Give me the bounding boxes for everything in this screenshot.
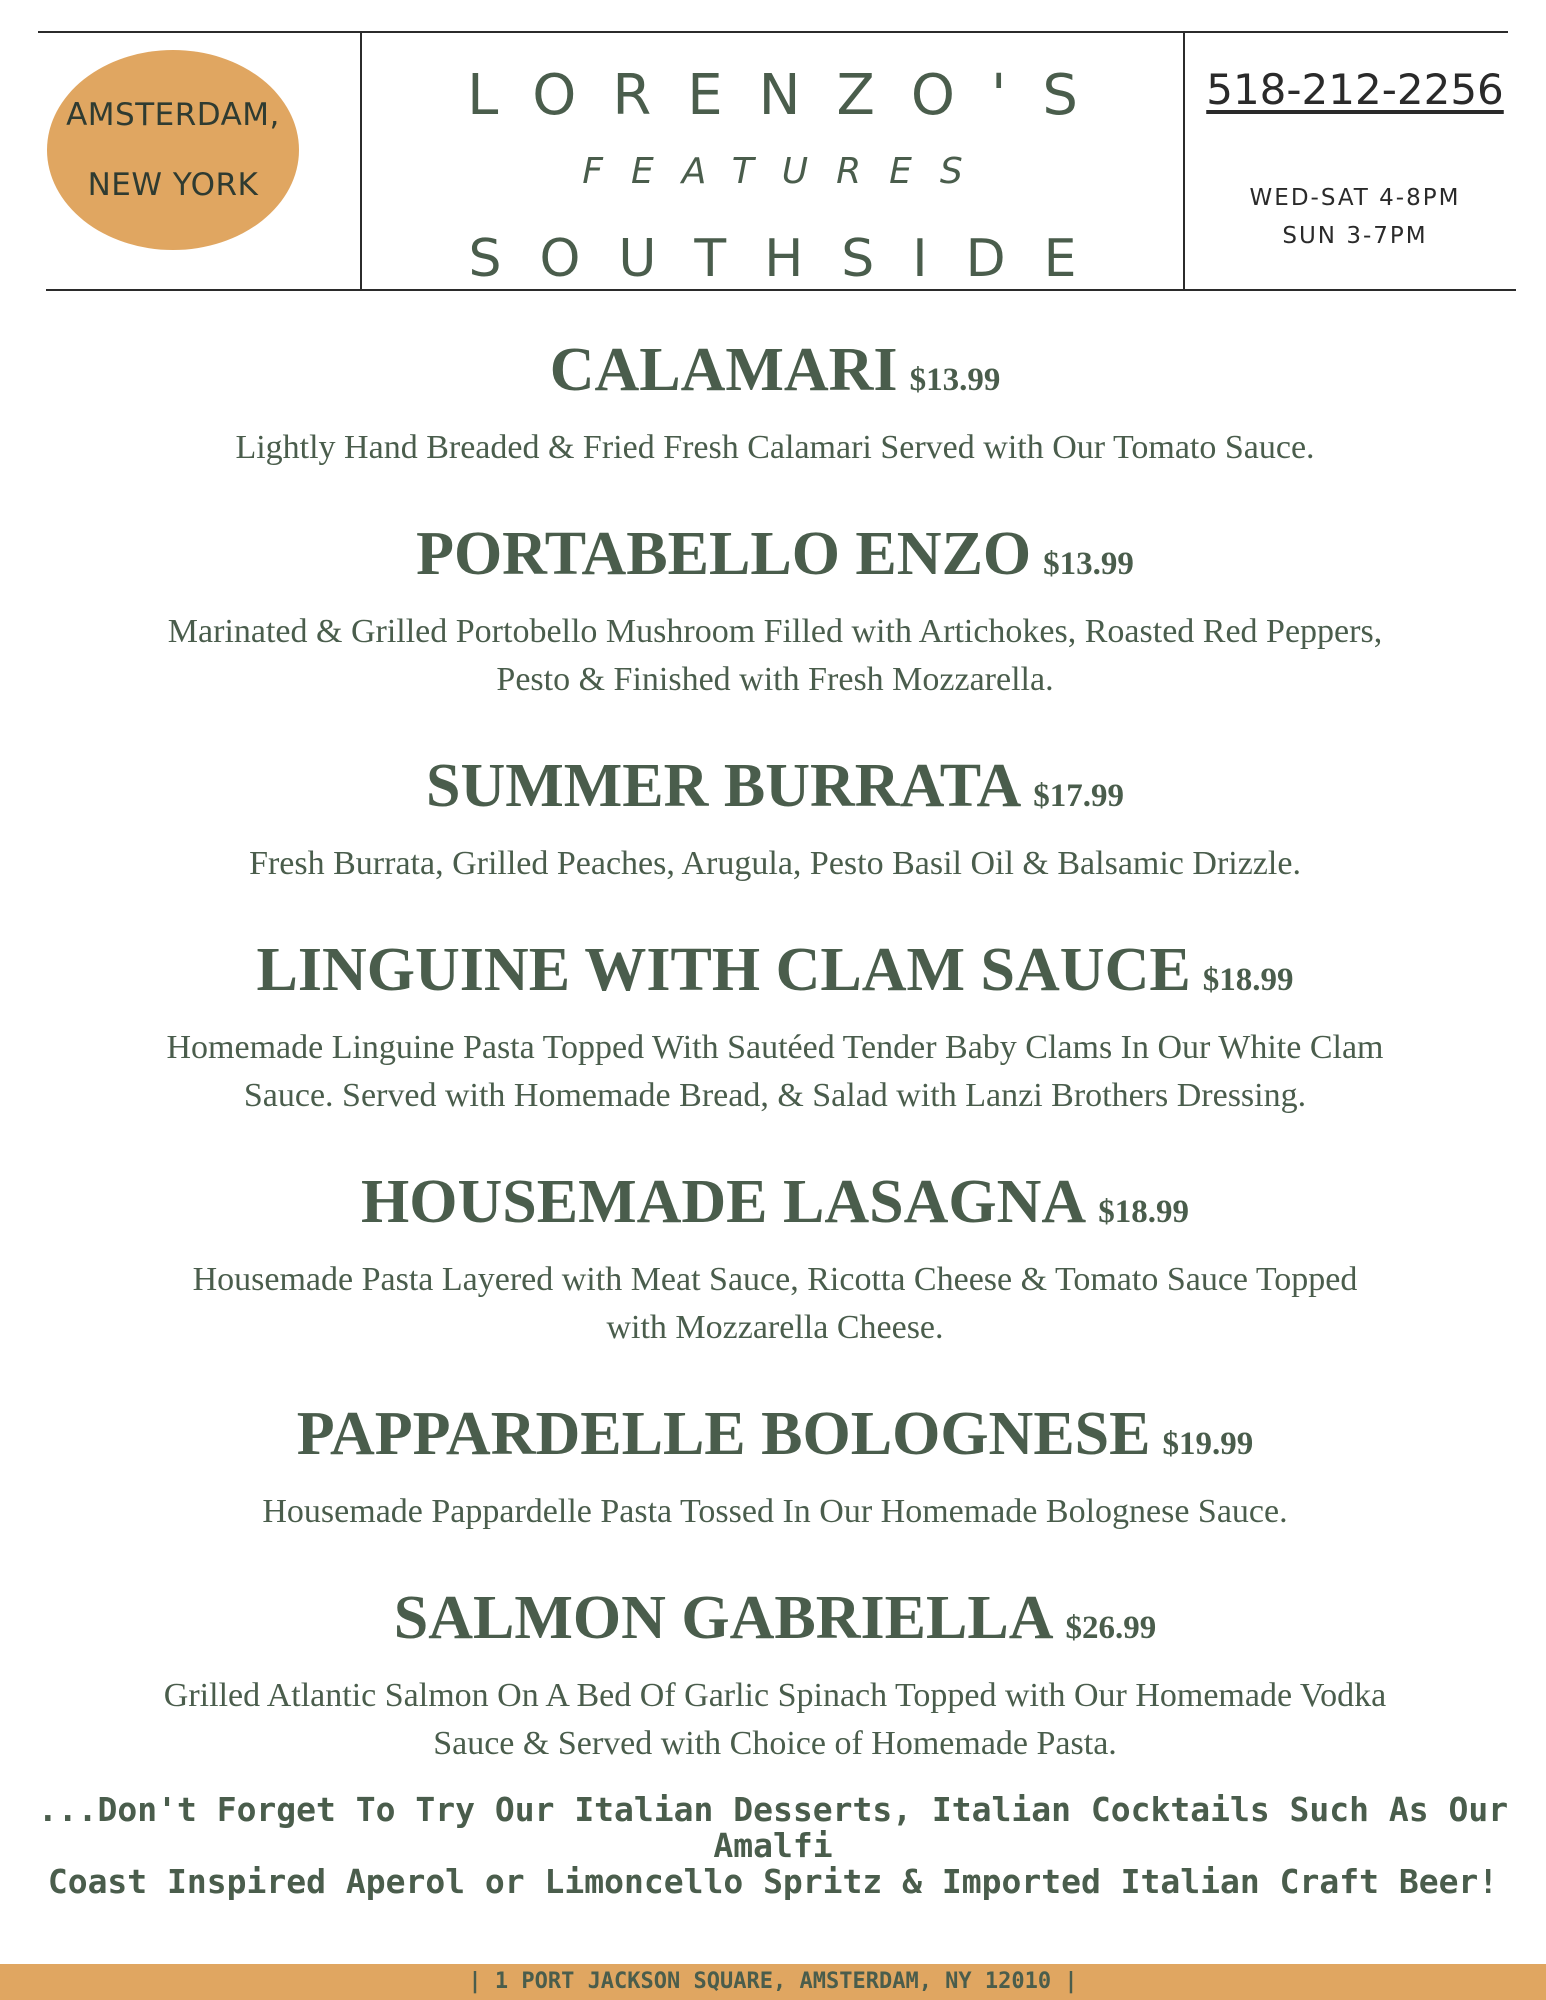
location-badge <box>47 50 299 250</box>
menu-item-name: PAPPARDELLE BOLOGNESE <box>296 1400 1151 1468</box>
promo-line-2: Coast Inspired Aperol or Limoncello Spritz & Imported Italian Craft Beer! <box>47 1862 1499 1901</box>
hours-weekday: WED-SAT 4-8PM <box>1249 185 1461 211</box>
menu-item <box>80 332 1470 472</box>
location-city: AMSTERDAM, <box>66 97 280 133</box>
menu-item-description: Lightly Hand Breaded & Fried Fresh Calamari Served with Our Tomato Sauce. <box>235 429 1315 466</box>
menu-item-name: HOUSEMADE LASAGNA <box>361 1168 1087 1236</box>
hours-sunday: SUN 3-7PM <box>1282 223 1428 249</box>
menu-item-name: CALAMARI <box>549 336 898 404</box>
menu-item-name: SALMON GABRIELLA <box>393 1584 1054 1652</box>
menu-item-title <box>80 748 1470 834</box>
menu-item <box>80 1396 1470 1536</box>
phone-link[interactable]: 518-212-2256 <box>1206 65 1504 114</box>
header-bottom-rule <box>46 289 1516 291</box>
menu-item-price: $19.99 <box>1162 1426 1254 1462</box>
footer-bar <box>0 1964 1546 2000</box>
menu-item-price: $26.99 <box>1065 1610 1157 1646</box>
menu-item-name: LINGUINE WITH CLAM SAUCE <box>256 936 1191 1004</box>
menu-item-description: Homemade Linguine Pasta Topped With Sautéed Tender Baby Clams In Our White Clam Sauce. Served with Homemade Bread, & Salad with Lanzi Brothers Dressing. <box>166 1029 1384 1114</box>
menu-item-title <box>80 516 1470 602</box>
menu-item-description: Housemade Pasta Layered with Meat Sauce, Ricotta Cheese & Tomato Sauce Topped with Mozzarella Cheese. <box>192 1261 1358 1346</box>
menu-item <box>80 932 1470 1120</box>
menu-item-title <box>80 1164 1470 1250</box>
contact-block <box>1185 33 1525 289</box>
promo-note <box>30 1792 1516 1900</box>
menu-item-price: $13.99 <box>909 362 1001 398</box>
menu-item <box>80 516 1470 704</box>
menu-item-title <box>80 332 1470 418</box>
menu-item-price: $18.99 <box>1098 1194 1189 1230</box>
menu-item-price: $17.99 <box>1033 778 1125 814</box>
menu-item-description: Grilled Atlantic Salmon On A Bed Of Garlic Spinach Topped with Our Homemade Vodka Sauce & Served with Choice of Homemade Pasta. <box>163 1677 1387 1762</box>
menu-item-title <box>80 1396 1470 1482</box>
menu-item <box>80 748 1470 888</box>
menu-item-title <box>80 1580 1470 1666</box>
menu-item-price: $18.99 <box>1202 962 1294 998</box>
menu-item-description: Housemade Pappardelle Pasta Tossed In Our Homemade Bolognese Sauce. <box>262 1493 1288 1530</box>
footer-address: | 1 PORT JACKSON SQUARE, AMSTERDAM, NY 12010 | <box>468 1969 1078 1994</box>
brand-name: LORENZO'S <box>467 63 1114 128</box>
menu-item-title <box>80 932 1470 1018</box>
menu-item-name: PORTABELLO ENZO <box>416 520 1032 588</box>
brand-block <box>362 33 1183 289</box>
brand-location: SOUTHSIDE <box>468 229 1115 289</box>
brand-features: FEATURES <box>582 151 991 192</box>
menu-item-name: SUMMER BURRATA <box>425 752 1022 820</box>
location-state: NEW YORK <box>87 167 259 203</box>
menu-list <box>80 332 1470 1812</box>
menu-header <box>0 0 1546 292</box>
promo-line-1: ...Don't Forget To Try Our Italian Desserts, Italian Cocktails Such As Our Amalfi <box>37 1790 1509 1865</box>
menu-item-description: Marinated & Grilled Portobello Mushroom Filled with Artichokes, Roasted Red Peppers, Pesto & Finished with Fresh Mozzarella. <box>167 613 1383 698</box>
hours <box>1185 179 1525 255</box>
menu-item <box>80 1580 1470 1768</box>
menu-item-price: $13.99 <box>1043 546 1134 582</box>
menu-item-description: Fresh Burrata, Grilled Peaches, Arugula, Pesto Basil Oil & Balsamic Drizzle. <box>249 845 1301 882</box>
menu-item <box>80 1164 1470 1352</box>
